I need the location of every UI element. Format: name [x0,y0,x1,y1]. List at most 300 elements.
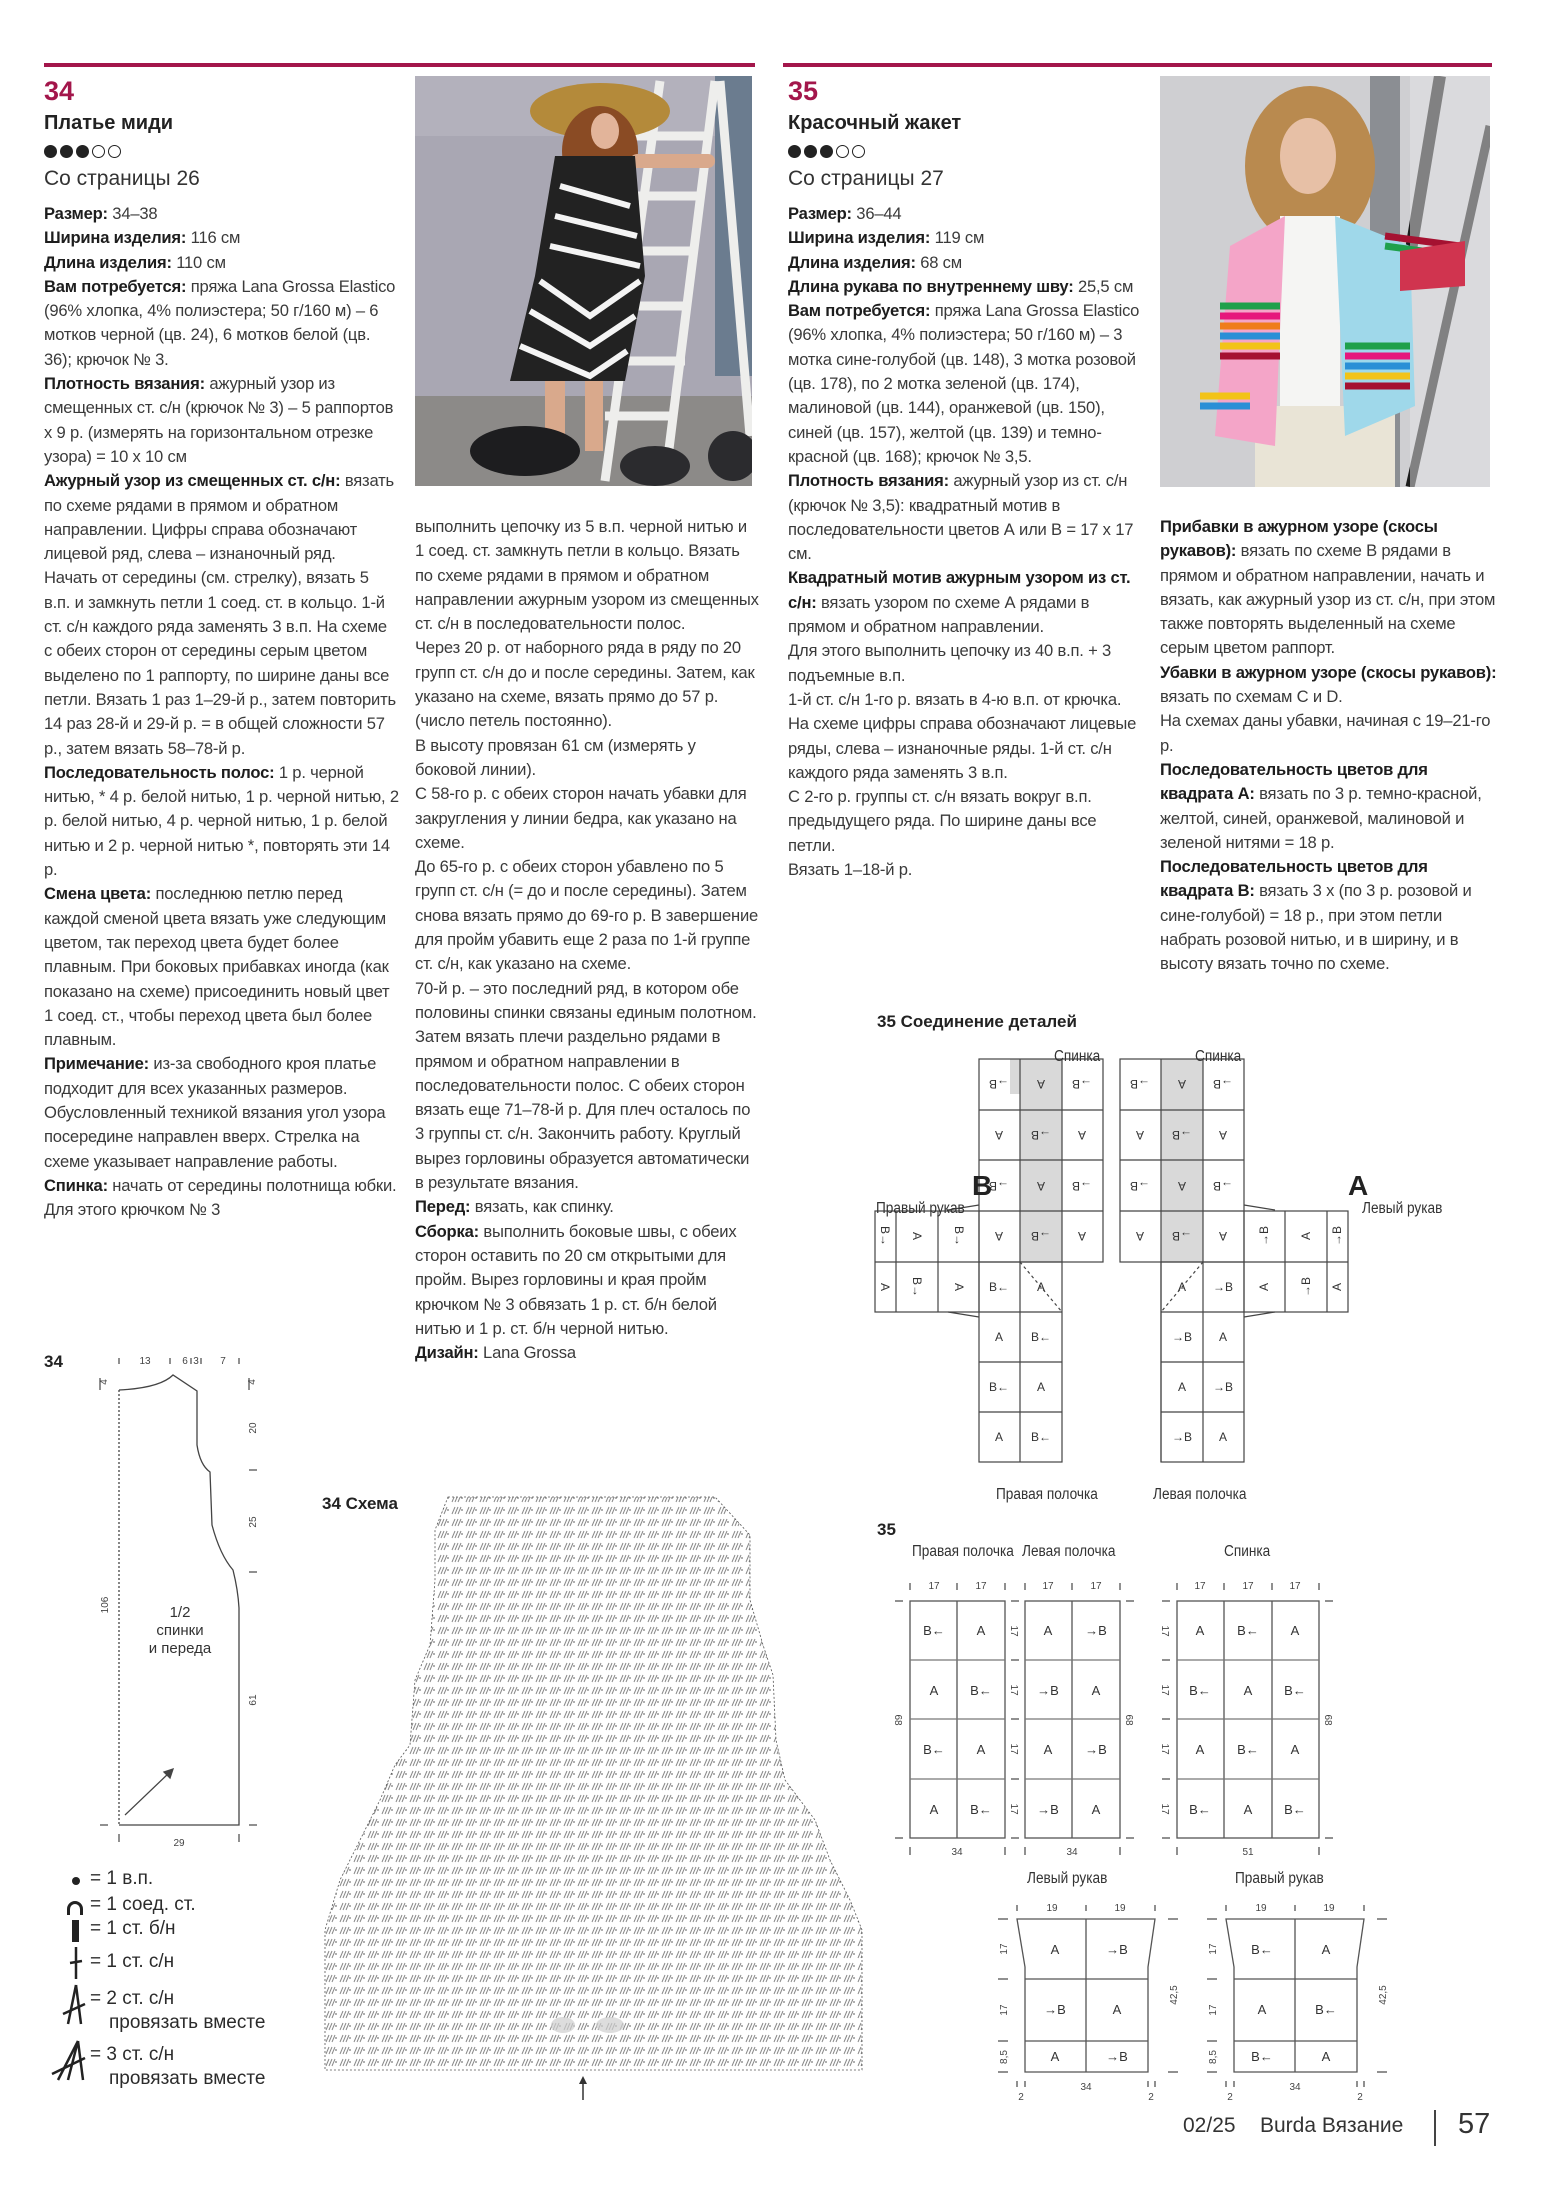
svg-text:17: 17 [1090,1581,1102,1592]
svg-text:A: A [1036,1380,1046,1394]
instruction-paragraph [1160,709,1500,758]
svg-text:A: A [1050,1942,1060,1957]
assembly-back-label-right: Спинка [1195,1048,1242,1065]
footer-divider [1434,2110,1436,2146]
instruction-text: В высоту провязан 61 см (измерять у боковой линии). [415,735,696,779]
svg-text:A: A [1043,1623,1053,1638]
instruction-heading: Размер: [44,204,108,223]
svg-text:A: A [1091,1683,1101,1698]
svg-text:17: 17 [1008,1743,1019,1755]
instruction-paragraph [1160,515,1500,661]
svg-text:34: 34 [1066,1847,1078,1858]
svg-text:→B: →B [988,1077,1010,1091]
instruction-text: 1 р. черной нитью, * 4 р. белой нитью, 1 р. черной нитью, 2 р. белой нитью, 4 р. черной нитью, 1 р. белой нитью и 2 р. черной нитью *, повторять эти 14 р. [44,762,399,880]
instruction-heading: Плотность вязания: [788,471,949,491]
instruction-heading: Плотность вязания: [44,374,205,394]
schematic-label-34: 34 [44,1352,63,1371]
instruction-text: ажурный узор из смещенных ст. с/н (крючок № 3) – 5 раппортов x 9 р. (измерять на горизонтальном отрезке узора) = 10 x 10 см [44,374,394,466]
difficulty-dot-filled [788,145,801,158]
instruction-paragraph [788,251,1143,275]
svg-text:A: A [1299,1231,1313,1241]
svg-text:→B: →B [1171,1430,1193,1444]
panel-back-title: Спинка [1224,1543,1271,1560]
instruction-text: 68 см [915,252,962,272]
instructions-col1 [44,202,399,1222]
svg-text:→B: →B [1330,1225,1344,1247]
svg-text:→B: →B [988,1179,1010,1193]
svg-text:17: 17 [1289,1581,1301,1592]
svg-text:A: A [1043,1742,1053,1757]
svg-text:A: A [1091,1802,1101,1817]
svg-text:→B: →B [1085,1742,1107,1757]
instruction-text: вязать 3 x (по 3 р. розовой и сине-голубой) = 18 р., при этом петли набрать розовой нитью, и в ширину, и в высоту вязать точно по схеме. [1160,881,1472,974]
svg-text:→B: →B [1171,1229,1193,1243]
instruction-heading: Размер: [788,204,852,223]
svg-text:17: 17 [1208,2004,1219,2016]
instruction-heading: Последовательность полос: [44,762,275,782]
schematic-piece-label-3: и переда [148,1640,212,1657]
dc2tog-icon [60,1984,88,2026]
legend-text: = 1 ст. с/н [90,1951,175,1972]
legend-text-2: провязать вместе [109,2012,266,2033]
jacket-photo-illustration [1160,76,1490,487]
svg-text:A: A [1321,2049,1331,2064]
svg-text:A: A [1050,2049,1060,2064]
instruction-text: 25,5 см [1073,276,1134,296]
svg-text:→B: →B [1257,1225,1271,1247]
instruction-paragraph [1160,855,1500,976]
svg-text:42,5: 42,5 [1378,1985,1389,2005]
instruction-text: вязать узором по схеме А рядами в прямом и обратном направлении. [788,592,1090,637]
instruction-text: Для этого выполнить цепочку из 40 в.п. + 3 подъемные в.п. [788,641,1112,685]
assembly-back-label-left: Спинка [1054,1048,1101,1065]
assembly-right-front-label: Правая полочка [996,1486,1098,1503]
difficulty-dot-empty [108,145,121,158]
panels-label-35: 35 [877,1520,896,1539]
instruction-heading: Длина изделия: [44,252,172,272]
instruction-text: Вязать 1–18-й р. [788,860,913,880]
single-crochet-icon [72,1920,79,1942]
svg-text:A: A [1077,1128,1087,1142]
assembly-diagram-title: 35 Соединение деталей [877,1012,1077,1031]
instruction-paragraph [44,372,399,469]
legend-row [56,1918,316,1946]
svg-text:A: A [1036,1280,1046,1294]
panel-right-front-title: Правая полочка [912,1543,1014,1560]
svg-text:19: 19 [1323,1903,1335,1914]
svg-text:17: 17 [1008,1684,1019,1696]
instruction-paragraph [44,761,399,882]
svg-text:A: A [976,1623,986,1638]
svg-text:17: 17 [1008,1625,1019,1637]
svg-text:A: A [1218,1128,1228,1142]
svg-text:68: 68 [1322,1714,1333,1726]
svg-text:B←: B← [1237,1742,1259,1757]
footer-page-number: 57 [1458,2108,1491,2140]
svg-text:B←: B← [923,1623,945,1638]
instruction-paragraph [788,688,1143,785]
svg-text:17: 17 [928,1581,940,1592]
svg-text:→B: →B [1044,2002,1066,2017]
svg-text:A: A [1177,1179,1187,1193]
svg-text:A: A [1257,2002,1267,2017]
difficulty-dot-filled [76,145,89,158]
svg-text:B←: B← [1251,1942,1273,1957]
assembly-left-sleeve-label: Левый рукав [1362,1200,1443,1217]
svg-text:A: A [976,1742,986,1757]
difficulty-rating-34 [44,142,124,159]
svg-text:A: A [1218,1430,1228,1444]
svg-text:A: A [1218,1330,1228,1344]
stitch-legend [56,1868,316,2094]
instruction-paragraph [788,566,1143,639]
instruction-heading: Убавки в ажурном узоре (скосы рукавов): [1160,662,1497,682]
svg-text:A: A [1036,1179,1046,1193]
svg-text:68: 68 [1123,1714,1134,1726]
section-rule-35 [783,63,1492,67]
svg-text:8,5: 8,5 [999,2050,1010,2064]
svg-text:→B: →B [1171,1128,1193,1142]
instruction-paragraph [788,226,1143,250]
svg-text:A: A [994,1229,1004,1243]
svg-text:B←: B← [1237,1623,1259,1638]
instruction-heading: Прибавки в ажурном узоре (скосы рукавов): [1160,517,1438,561]
svg-text:2: 2 [1018,2092,1024,2103]
svg-text:B←: B← [988,1280,1010,1294]
instruction-paragraph [788,202,1143,226]
svg-text:→B: →B [1212,1077,1234,1091]
svg-text:→B: →B [1299,1276,1313,1298]
instruction-text: последнюю петлю перед каждой сменой цвета вязать уже следующим цветом, так переход цвета будет более плавным. При боковых прибавках иногда (как показано на схеме) присоединить новый цвет 1 соед. ст., чтобы переход цвета был более плавным. [44,884,390,1050]
instruction-text: Начать от середины (см. стрелку), вязать 5 в.п. и замкнуть петли 1 соед. ст. в кольцо. 1-й ст. с/н каждого ряда заменять 3 в.п. На схеме с обеих сторон от середины серым цветом выделено по 1 раппорту, по ширине даны все петли. Вязать 1 раз 1–29-й р., затем повторить 14 раз 28-й и 29-й р. = в общей сложности 57 р., затем вязать 58–78-й р. [44,568,396,758]
svg-text:19: 19 [1255,1903,1267,1914]
instruction-heading: Вам потребуется: [44,276,187,296]
instruction-text: вязать по схеме рядами в прямом и обратном направлении. Цифры справа обозначают лицевой ряд, слева – изнаночный ряд. [44,471,394,564]
svg-text:B←: B← [923,1742,945,1757]
instruction-text: выполнить цепочку из 5 в.п. черной нитью и 1 соед. ст. замкнуть петли в кольцо. Вязать по схеме рядами в прямом и обратном направлении ажурным узором из смещенных ст. с/н в последовательности полос. [415,517,759,634]
svg-text:A: A [994,1430,1004,1444]
svg-text:A: A [994,1330,1004,1344]
svg-text:A: A [1177,1280,1187,1294]
slip-stitch-icon [67,1901,83,1915]
svg-text:B←: B← [1315,2002,1337,2017]
from-page-34: Со страницы 26 [44,167,200,190]
svg-text:A: A [929,1683,939,1698]
crochet-chart-34 [310,1480,880,2130]
instruction-paragraph [44,882,399,1052]
assembly-diagram [870,1040,1510,1520]
difficulty-dot-filled [820,145,833,158]
instruction-text: Lana Grossa [478,1343,576,1363]
svg-text:→B: →B [1030,1128,1052,1142]
svg-text:A: A [1290,1623,1300,1638]
svg-text:A: A [1112,2002,1122,2017]
legend-text: = 3 ст. с/н [90,2044,175,2065]
svg-text:A: A [994,1128,1004,1142]
pattern-number-34: 34 [44,76,75,106]
instruction-paragraph [44,202,399,226]
instruction-paragraph [44,1174,399,1223]
difficulty-dot-empty [852,145,865,158]
instruction-heading: Последовательность цветов для квадрата А: [1160,759,1428,804]
svg-text:34: 34 [951,1847,963,1858]
instruction-paragraph [44,566,399,760]
svg-text:7: 7 [220,1356,226,1367]
legend-row [56,1868,316,1894]
difficulty-dot-filled [804,145,817,158]
svg-text:A: A [1290,1742,1300,1757]
instruction-text: 34–38 [107,204,158,223]
schematic-piece-label-1: 1/2 [169,1604,191,1621]
instruction-text: До 65-го р. с обеих сторон убавлено по 5 групп ст. с/н (= до и после середины). Затем снова вязать прямо до 69-го р. В завершение для пройм убавить еще 2 раза по 1-й группе ст. с/н, как указано на схеме. [415,857,759,974]
instruction-heading: Ажурный узор из смещенных ст. с/н: [44,471,341,491]
legend-row [56,1894,316,1918]
instructions-col2 [415,515,760,1365]
svg-text:61: 61 [248,1694,259,1706]
svg-text:B←: B← [970,1683,992,1698]
instruction-text: 110 см [171,252,226,272]
instruction-text: ажурный узор из ст. с/н (крючок № 3,5): квадратный мотив в последовательности цветов А или В = 17 x 17 см. [788,471,1134,564]
instruction-paragraph [415,515,760,636]
legend-text: = 1 соед. ст. [90,1894,196,1915]
svg-text:B←: B← [1189,1683,1211,1698]
instruction-paragraph [415,1341,760,1365]
svg-text:17: 17 [975,1581,987,1592]
svg-text:A: A [1321,1942,1331,1957]
svg-text:B←: B← [988,1380,1010,1394]
svg-text:→B: →B [1129,1179,1151,1193]
instruction-paragraph [415,734,760,783]
svg-text:B←: B← [1251,2049,1273,2064]
instruction-text: вязать по схеме В рядами в прямом и обратном направлении, начать и вязать, как ажурный узор из ст. с/н, при этом также повторять выделенный на схеме серым цветом раппорт. [1160,541,1496,658]
instruction-heading: Ширина изделия: [44,228,187,248]
legend-row [56,1946,316,1982]
instructions-col3 [788,202,1143,882]
svg-text:17: 17 [999,1943,1010,1955]
svg-text:A: A [1036,1077,1046,1091]
svg-text:B→: B→ [952,1225,966,1247]
instruction-heading: Перед: [415,1197,471,1217]
svg-text:17: 17 [1008,1803,1019,1815]
instruction-text: Через 20 р. от наборного ряда в ряду по 20 групп ст. с/н до и после середины. Затем, как указано на схеме, вязать прямо до 57 р. (число петель постоянно). [415,638,755,731]
svg-text:17: 17 [1194,1581,1206,1592]
svg-text:17: 17 [999,2004,1010,2016]
svg-text:4: 4 [247,1379,258,1385]
instruction-paragraph [415,782,760,855]
svg-text:A: A [1330,1282,1344,1292]
svg-text:17: 17 [1159,1684,1170,1696]
difficulty-dot-empty [92,145,105,158]
svg-text:→B: →B [1071,1077,1093,1091]
svg-text:A: A [910,1231,924,1241]
panel-left-sleeve-title: Левый рукав [1027,1870,1108,1887]
svg-text:13: 13 [139,1356,151,1367]
svg-text:B→: B→ [878,1225,892,1247]
chain-stitch-icon [72,1877,80,1885]
chart-title-34: 34 Схема [322,1494,398,1513]
instruction-paragraph [1160,758,1500,855]
instruction-paragraph [44,469,399,566]
instruction-paragraph [788,639,1143,688]
instruction-heading: Ширина изделия: [788,228,931,248]
instruction-text: пряжа Lana Grossa Elastico (96% хлопка, 4% полиэстера; 50 г/160 м) – 6 мотков черной (цв. 24), 6 мотков белой (цв. 36); крючок № 3. [44,276,396,369]
svg-text:42,5: 42,5 [1169,1985,1180,2005]
instruction-paragraph [415,1220,760,1341]
pattern-number-35: 35 [788,76,819,106]
svg-text:→B: →B [1085,1623,1107,1638]
instruction-paragraph [415,1195,760,1219]
svg-text:B→: B→ [910,1276,924,1298]
instruction-paragraph [788,858,1143,882]
svg-text:→B: →B [1212,1380,1234,1394]
svg-text:106: 106 [100,1596,111,1614]
instruction-text: пряжа Lana Grossa Elastico (96% хлопка, 4% полиэстера; 50 г/160 м) – 3 мотка сине-голубой (цв. 148), 3 мотка розовой (цв. 178), по 2 мотка зеленой (цв. 174), малиновой (цв. 144), оранжевой (цв. 150), синей (цв. 157), желтой (цв. 139) и темно-красной (цв. 168); крючок № 3,5. [788,301,1140,466]
svg-text:→B: →B [1106,1942,1128,1957]
instruction-text: 116 см [186,228,241,248]
instruction-paragraph [44,1052,399,1173]
instruction-heading: Последовательность цветов для квадрата В: [1160,857,1428,901]
footer-issue: 02/25 [1183,2114,1236,2137]
svg-text:19: 19 [1046,1903,1058,1914]
svg-text:B←: B← [970,1802,992,1817]
svg-text:A: A [1135,1229,1145,1243]
pattern-title-34: Платье миди [44,112,174,134]
instruction-heading: Вам потребуется: [788,301,931,321]
instruction-text: начать от середины полотнища юбки. Для этого крючком № 3 [44,1175,397,1220]
svg-text:A: A [1195,1623,1205,1638]
svg-text:A: A [878,1282,892,1292]
sleeve-schematics [990,1895,1420,2105]
instruction-heading: Спинка: [44,1175,108,1195]
instruction-text: С 58-го р. с обеих сторон начать убавки для закругления у линии бедра, как указано на схеме. [415,784,747,852]
instruction-paragraph [788,299,1143,469]
svg-text:B←: B← [1189,1802,1211,1817]
svg-text:A: A [952,1282,966,1292]
svg-text:B←: B← [1030,1430,1052,1444]
instruction-heading: Длина рукава по внутреннему шву: [788,276,1074,296]
instruction-text: вязать, как спинку. [470,1197,614,1217]
instruction-paragraph [788,469,1143,566]
svg-text:8,5: 8,5 [1208,2050,1219,2064]
svg-text:A: A [1195,1742,1205,1757]
dress-photo-illustration [415,76,752,486]
instruction-text: 70-й р. – это последний ряд, в котором обе половины спинки связаны единым полотном. Затем вязать плечи раздельно рядами в прямом и обратном направлении в последовательности полос. С обеих сторон вязать еще 71–78-й р. Для плеч осталось по 3 группы ст. с/н. Закончить работу. Круглый вырез горловины образуется автоматически в результате вязания. [415,978,757,1193]
instruction-text: 1-й ст. с/н 1-го р. вязать в 4-ю в.п. от крючка. На схеме цифры справа обозначают лицевые ряды, слева – изнаночные ряды. 1-й ст. с/н каждого ряда заменять 3 в.п. [788,689,1137,782]
dc3tog-icon [50,2040,90,2082]
from-page-35: Со страницы 27 [788,167,944,190]
assembly-right-sleeve-label: Правый рукав [876,1200,965,1217]
instruction-text: вязать по 3 р. темно-красной, желтой, синей, оранжевой, малиновой и зеленой нитями = 18 р. [1160,784,1482,852]
svg-text:→B: →B [1037,1683,1059,1698]
instruction-heading: Примечание: [44,1054,149,1074]
photo-midi-dress [415,76,752,486]
svg-text:2: 2 [1148,2092,1154,2103]
panel-left-front-title: Левая полочка [1022,1543,1116,1560]
instruction-paragraph [788,275,1143,299]
instruction-paragraph [1160,661,1500,710]
svg-text:2: 2 [1357,2092,1363,2103]
difficulty-rating-35 [788,142,868,159]
svg-text:→B: →B [1106,2049,1128,2064]
legend-text: = 1 в.п. [90,1868,154,1889]
instruction-text: выполнить боковые швы, с обеих сторон оставить по 20 см открытыми для пройм. Вырез горловины и края пройм крючком № 3 обвязать 1 р. ст. б/н белой нитью и 1 р. ст. б/н черной нитью. [415,1221,737,1338]
instruction-heading: Дизайн: [415,1343,479,1363]
svg-text:20: 20 [248,1422,259,1434]
difficulty-dot-empty [836,145,849,158]
svg-text:34: 34 [1289,2082,1301,2093]
schematic-piece-label-2: спинки [156,1622,204,1639]
svg-text:17: 17 [1042,1581,1054,1592]
legend-text-2: провязать вместе [109,2068,266,2089]
legend-row [56,2038,316,2094]
svg-text:→B: →B [1171,1330,1193,1344]
double-crochet-icon [66,1946,86,1980]
svg-text:A: A [1218,1229,1228,1243]
svg-text:6: 6 [182,1356,188,1367]
panel-schematics [870,1565,1510,1870]
svg-text:A: A [1177,1380,1187,1394]
legend-text: = 1 ст. б/н [90,1918,176,1939]
svg-text:4: 4 [99,1379,110,1385]
svg-text:68: 68 [892,1714,903,1726]
svg-text:→B: →B [1212,1179,1234,1193]
instruction-paragraph [44,226,399,250]
svg-text:3: 3 [193,1356,199,1367]
svg-text:B←: B← [1284,1683,1306,1698]
svg-text:17: 17 [1159,1743,1170,1755]
assembly-big-a: A [1348,1170,1369,1201]
svg-text:25: 25 [248,1516,259,1528]
assembly-left-front-label: Левая полочка [1153,1486,1247,1503]
instruction-text: 36–44 [851,204,902,223]
instructions-col4 [1160,515,1500,977]
svg-text:A: A [1177,1077,1187,1091]
instruction-heading: Квадратный мотив ажурным узором из ст. с/н: [788,568,1131,612]
instruction-text: вязать по схемам С и D. [1160,687,1343,707]
legend-text: = 2 ст. с/н [90,1988,175,2009]
instruction-text: 119 см [930,228,985,248]
difficulty-dot-filled [44,145,57,158]
svg-text:17: 17 [1159,1803,1170,1815]
instruction-text: С 2-го р. группы ст. с/н вязать вокруг в.п. предыдущего ряда. По ширине даны все петли. [788,787,1097,855]
instruction-heading: Сборка: [415,1221,479,1241]
panel-right-sleeve-title: Правый рукав [1235,1870,1324,1887]
svg-text:A: A [1077,1229,1087,1243]
instruction-paragraph [788,785,1143,858]
footer-magazine: Burda Вязание [1260,2114,1404,2137]
svg-text:19: 19 [1114,1903,1126,1914]
svg-text:17: 17 [1242,1581,1254,1592]
svg-text:B←: B← [1030,1330,1052,1344]
svg-text:→B: →B [1129,1077,1151,1091]
svg-text:→B: →B [1037,1802,1059,1817]
svg-text:A: A [1257,1282,1271,1292]
instruction-heading: Длина изделия: [788,252,916,272]
svg-text:B←: B← [1284,1802,1306,1817]
instruction-text: из-за свободного кроя платье подходит для всех указанных размеров. Обусловленный техникой вязания угол узора посередине направлен вверх. Стрелка на схеме указывает направление работы. [44,1054,386,1171]
assembly-big-b: B [972,1170,993,1201]
instruction-paragraph [44,251,399,275]
instruction-heading: Смена цвета: [44,884,152,904]
svg-text:2: 2 [1227,2092,1233,2103]
photo-colorful-jacket [1160,76,1490,487]
svg-text:A: A [1243,1683,1253,1698]
instruction-paragraph [44,275,399,372]
dress-schematic [40,1350,330,1850]
instruction-paragraph [415,977,760,1196]
section-rule-34 [44,63,755,67]
svg-text:→B: →B [1030,1229,1052,1243]
